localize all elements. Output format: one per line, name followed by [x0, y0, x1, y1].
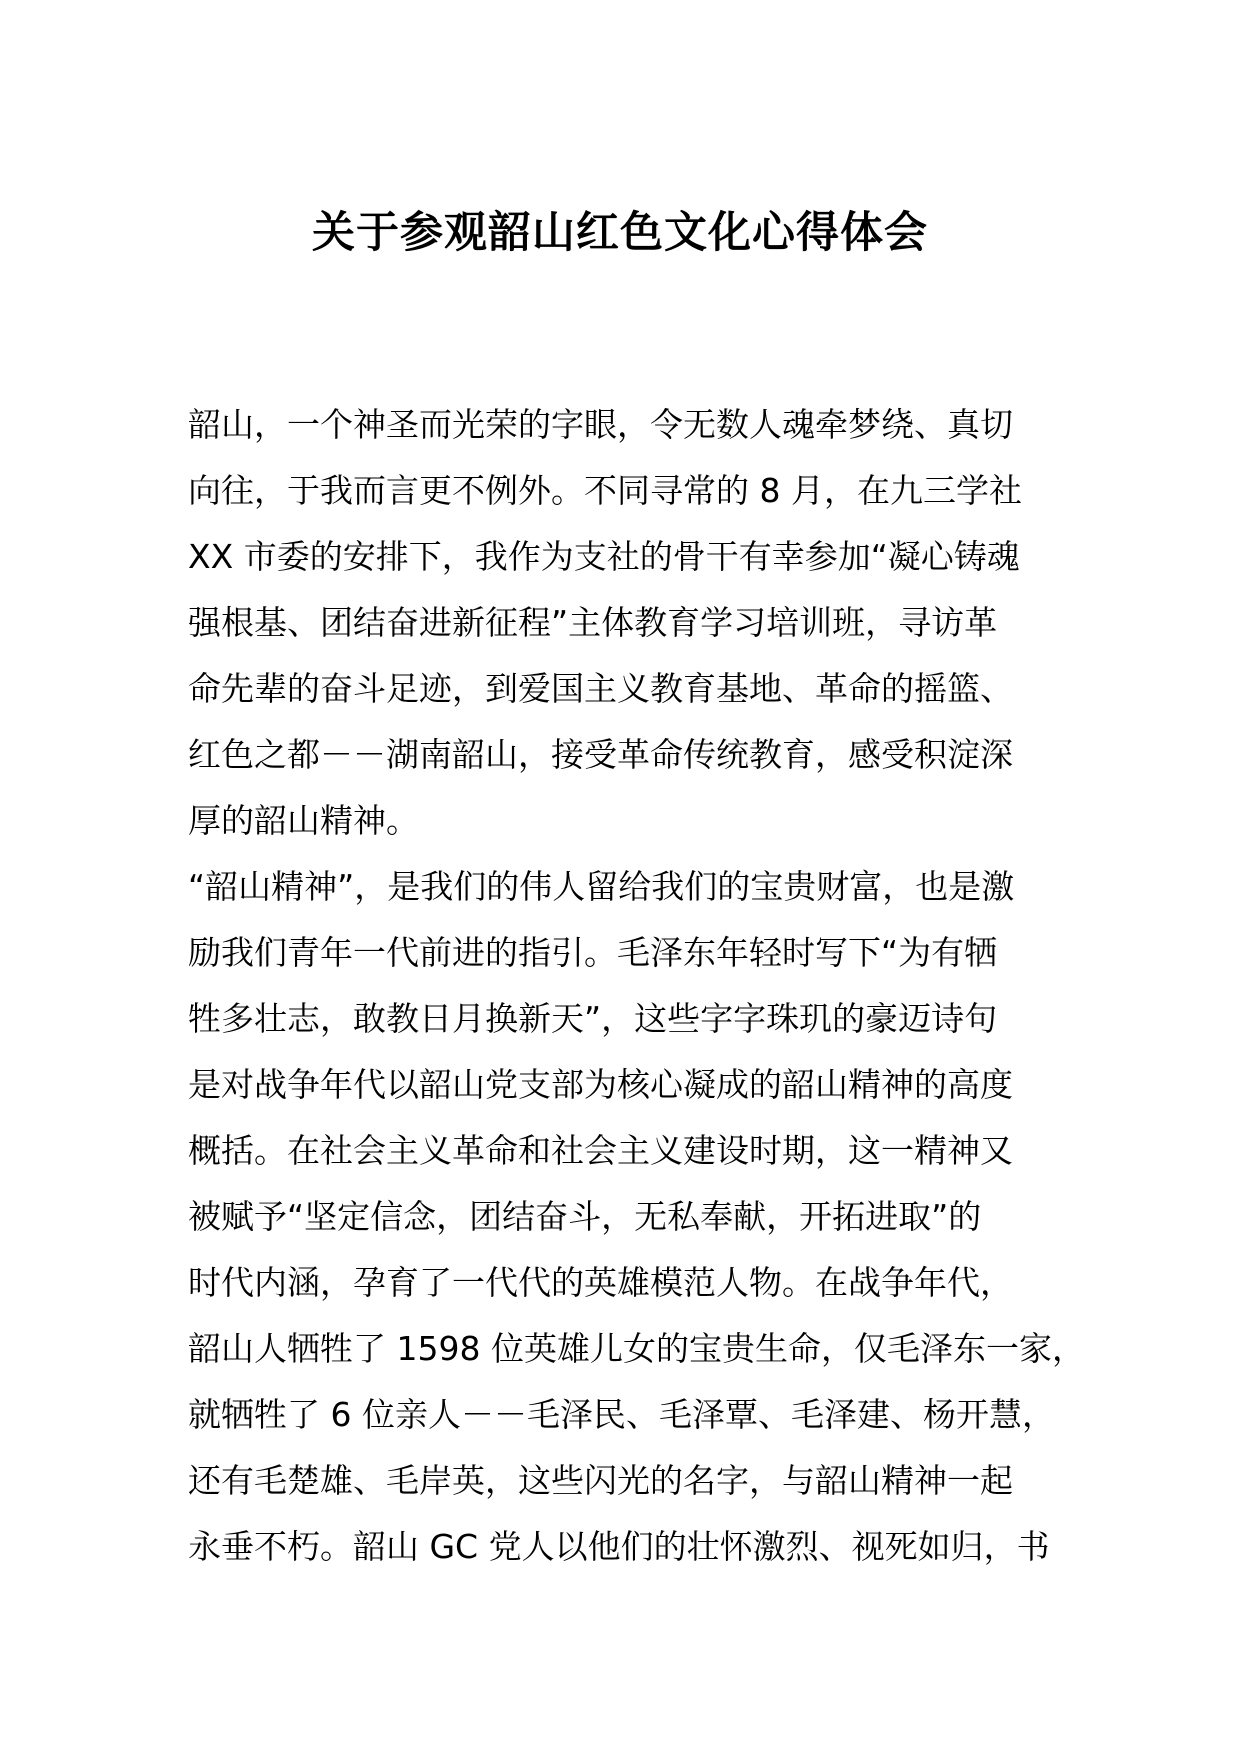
text-line: 永垂不朽。韶山 GC 党人以他们的壮怀激烈、视死如归，书	[188, 1527, 1050, 1566]
text-line: 红色之都－－湖南韶山，接受革命传统教育，感受积淀深	[188, 735, 1013, 774]
text-line: 被赋予“坚定信念，团结奋斗，无私奉献，开拓进取”的	[188, 1197, 982, 1236]
document-title: 关于参观韶山红色文化心得体会	[312, 208, 928, 258]
text-line: 励我们青年一代前进的指引。毛泽东年轻时写下“为有牺	[188, 933, 998, 972]
text-line: XX 市委的安排下，我作为支社的骨干有幸参加“凝心铸魂	[188, 537, 1020, 576]
text-line: 强根基、团结奋进新征程”主体教育学习培训班，寻访革	[188, 603, 998, 642]
text-line: 韶山，一个神圣而光荣的字眼，令无数人魂牵梦绕、真切	[188, 405, 1013, 444]
text-line: 命先辈的奋斗足迹，到爱国主义教育基地、革命的摇篮、	[188, 669, 1013, 708]
text-line: 还有毛楚雄、毛岸英，这些闪光的名字，与韶山精神一起	[188, 1461, 1013, 1500]
text-line: 就牺牲了 6 位亲人－－毛泽民、毛泽覃、毛泽建、杨开慧，	[188, 1395, 1055, 1434]
document-body	[188, 392, 1088, 1580]
text-line: 牲多壮志，敢教日月换新天”，这些字字珠玑的豪迈诗句	[188, 999, 998, 1038]
text-line: “韶山精神”，是我们的伟人留给我们的宝贵财富，也是激	[188, 867, 1015, 906]
text-line: 向往，于我而言更不例外。不同寻常的 8 月，在九三学社	[188, 471, 1022, 510]
text-line: 概括。在社会主义革命和社会主义建设时期，这一精神又	[188, 1131, 1013, 1170]
text-line: 时代内涵，孕育了一代代的英雄模范人物。在战争年代，	[188, 1263, 1013, 1302]
text-line: 是对战争年代以韶山党支部为核心凝成的韶山精神的高度	[188, 1065, 1013, 1104]
text-line: 韶山人牺牲了 1598 位英雄儿女的宝贵生命，仅毛泽东一家，	[188, 1329, 1085, 1368]
text-line: 厚的韶山精神。	[188, 801, 419, 840]
